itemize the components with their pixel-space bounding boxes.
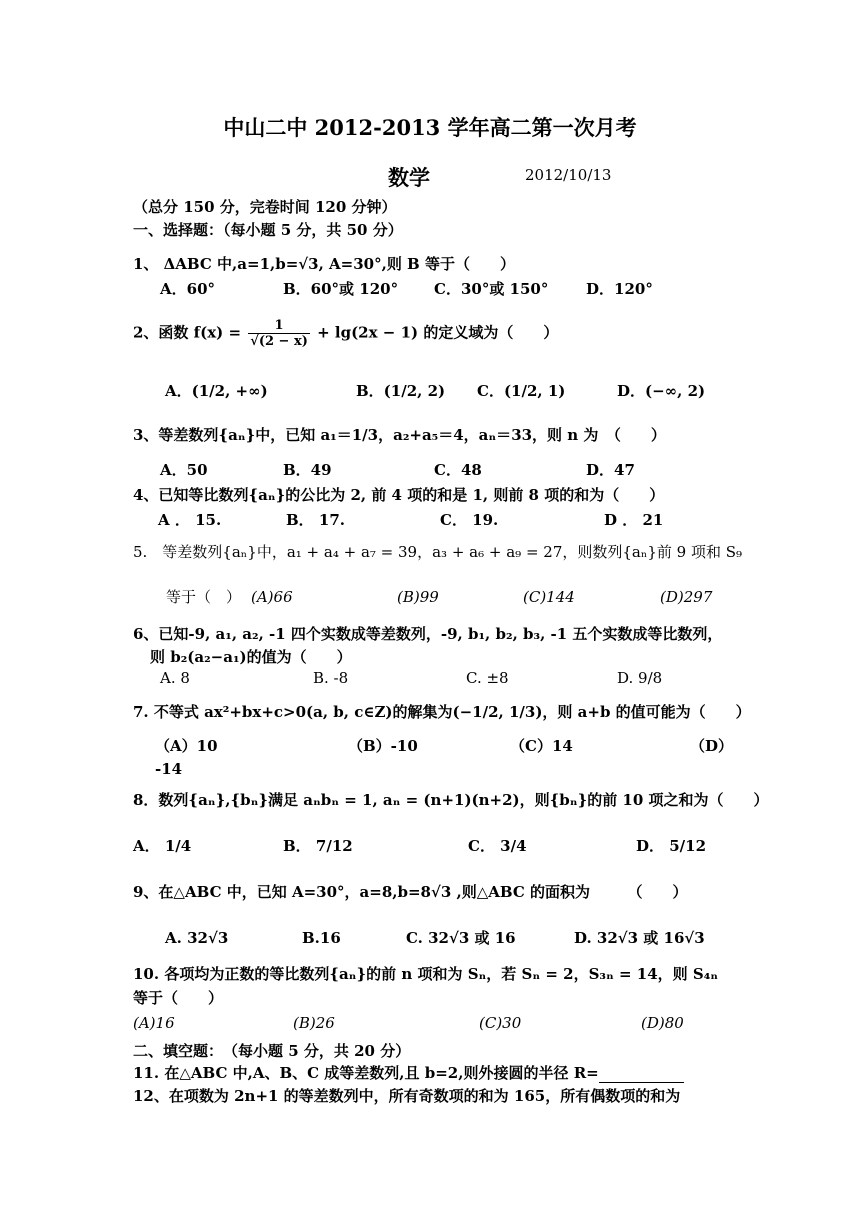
q2-option-a: A．(1/2, +∞)	[165, 382, 268, 400]
question-8: 8．数列{aₙ},{bₙ}满足 aₙbₙ = 1, aₙ = (n+1)(n+2)，则{bₙ}的前 10 项之和为（ ）	[133, 791, 769, 809]
q10-option-c: (C)30	[479, 1014, 522, 1032]
q8-option-d: D． 5/12	[636, 837, 707, 855]
section-fill-heading: 二、填空题： （每小题 5 分，共 20 分）	[133, 1042, 411, 1060]
q2-stem-post: + lg(2x − 1) 的定义域为（ ）	[317, 323, 559, 342]
q6-option-d: D. 9/8	[617, 669, 663, 687]
q2-option-c: C．(1/2, 1)	[477, 382, 566, 400]
q9-option-a: A. 32√3	[165, 929, 229, 947]
question-9: 9、在△ABC 中，已知 A=30°，a=8,b=8√3 ,则△ABC 的面积为 （ ）	[133, 883, 688, 901]
q7-option-a: （A）10	[155, 737, 218, 755]
q5-option-d: (D)297	[660, 588, 713, 606]
question-11	[133, 1063, 684, 1083]
q2-frac-den: √(2 − x)	[250, 334, 308, 349]
q9-option-d: D. 32√3 或 16√3	[574, 929, 705, 947]
q7-option-b: （B）-10	[348, 737, 418, 755]
q10-option-b: (B)26	[293, 1014, 335, 1032]
q7-option-c: （C）14	[510, 737, 573, 755]
q4-option-d: D ． 21	[604, 511, 664, 529]
q10-option-a: (A)16	[133, 1014, 175, 1032]
q3-option-c: C．48	[434, 461, 482, 479]
question-5: 5. 等差数列{aₙ}中，a₁ + a₄ + a₇ = 39，a₃ + a₆ + a₉ = 27，则数列{aₙ}前 9 项和 S₉	[133, 543, 743, 561]
q5-option-c: (C)144	[523, 588, 575, 606]
question-4: 4、已知等比数列{aₙ}的公比为 2, 前 4 项的和是 1, 则前 8 项的和为（ ）	[133, 486, 665, 504]
q3-option-a: A．50	[160, 461, 208, 479]
question-1: 1、 ΔABC 中,a=1,b=√3, A=30°,则 B 等于（ ）	[133, 255, 515, 273]
question-3: 3、等差数列{aₙ}中，已知 a₁＝1/3，a₂+a₅＝4，aₙ＝33，则 n 为 （ ）	[133, 426, 666, 444]
q6-option-a: A. 8	[160, 669, 190, 687]
q2-option-d: D．(−∞, 2)	[617, 382, 706, 400]
q4-option-c: C． 19.	[440, 511, 499, 529]
question-10: 10. 各项均为正数的等比数列{aₙ}的前 n 项和为 Sₙ，若 Sₙ = 2，S₃ₙ = 14，则 S₄ₙ	[133, 965, 719, 983]
q5-option-b: (B)99	[397, 588, 439, 606]
question-6-cont: 则 b₂(a₂−a₁)的值为（ ）	[150, 648, 352, 666]
q9-option-c: C. 32√3 或 16	[406, 929, 516, 947]
question-12: 12、在项数为 2n+1 的等差数列中，所有奇数项的和为 165，所有偶数项的和为	[133, 1087, 681, 1105]
q1-option-d: D．120°	[586, 280, 653, 298]
q4-option-a: A ． 15.	[158, 511, 222, 529]
section-choice-heading: 一、选择题：（每小题 5 分，共 50 分）	[133, 221, 403, 239]
q1-option-a: A．60°	[160, 280, 216, 298]
exam-title: 中山二中 2012-2013 学年高二第一次月考	[223, 115, 637, 140]
q4-option-b: B． 17.	[286, 511, 345, 529]
q8-option-a: A． 1/4	[133, 837, 192, 855]
question-7: 7. 不等式 ax²+bx+c>0(a, b, c∈Z)的解集为(−1/2, 1/3)，则 a+b 的值可能为（ ）	[133, 703, 751, 721]
q2-fraction	[248, 318, 310, 349]
q1-option-c: C．30°或 150°	[434, 280, 549, 298]
exam-info: （总分 150 分，完卷时间 120 分钟）	[133, 198, 397, 216]
q2-stem-pre: 2、函数 f(x) =	[133, 323, 242, 342]
q7-option-d: （D）	[690, 737, 734, 755]
q5-lead: 等于（ ）	[166, 588, 242, 606]
q10-option-d: (D)80	[641, 1014, 684, 1032]
q8-option-c: C． 3/4	[468, 837, 527, 855]
q1-option-b: B．60°或 120°	[283, 280, 399, 298]
exam-subject: 数学	[388, 165, 430, 190]
question-10-cont: 等于（ ）	[133, 989, 224, 1007]
q9-option-b: B.16	[302, 929, 341, 947]
q2-frac-num: 1	[248, 318, 310, 334]
q11-answer-blank[interactable]	[599, 1066, 684, 1083]
q6-option-b: B. -8	[313, 669, 349, 687]
q8-option-b: B． 7/12	[283, 837, 353, 855]
q3-option-d: D．47	[586, 461, 635, 479]
question-2	[133, 318, 558, 349]
q6-option-c: C. ±8	[466, 669, 509, 687]
q11-stem: 11. 在△ABC 中,A、B、C 成等差数列,且 b=2,则外接圆的半径 R=	[133, 1064, 599, 1082]
question-6: 6、已知-9, a₁, a₂, -1 四个实数成等差数列，-9, b₁, b₂, b₃, -1 五个实数成等比数列，	[133, 625, 723, 643]
q7-option-d-wrap: -14	[155, 760, 183, 778]
q3-option-b: B．49	[283, 461, 332, 479]
exam-date: 2012/10/13	[525, 166, 612, 184]
q5-option-a: (A)66	[251, 588, 293, 606]
q2-option-b: B．(1/2, 2)	[356, 382, 446, 400]
